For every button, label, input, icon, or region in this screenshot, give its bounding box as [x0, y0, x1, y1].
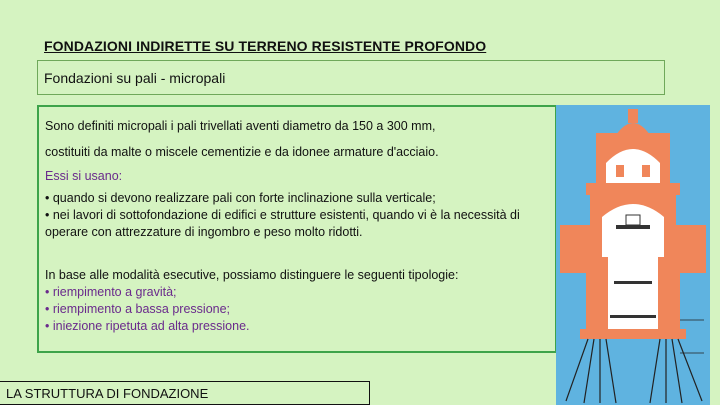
definition-line-2: costituiti da malte o miscele cementizie e da idonee armature d'acciaio. — [45, 145, 439, 159]
uses-heading: Essi si usano: — [45, 169, 123, 183]
type-item-3: • iniezione ripetuta ad alta pressione. — [45, 319, 250, 333]
subtitle-text: Fondazioni su pali - micropali — [44, 70, 226, 86]
middle-structure — [586, 183, 680, 195]
left-pier — [586, 257, 608, 329]
use-item-2: • nei lavori di sottofondazione di edifici e strutture esistenti, quando vi è la necessità di operare con attrezzature di ingombro e peso molto ridotti. — [45, 208, 520, 239]
micropile-underpinning-illustration — [556, 105, 710, 405]
slide-title: FONDAZIONI INDIRETTE SU TERRENO RESISTENTE PROFONDO — [44, 38, 487, 54]
footer-label — [0, 381, 370, 405]
footing — [580, 329, 686, 339]
content-box — [37, 105, 557, 353]
type-item-2: • riempimento a bassa pressione; — [45, 302, 231, 316]
right-pier — [658, 257, 680, 329]
footer-text: LA STRUTTURA DI FONDAZIONE — [6, 386, 209, 401]
type-item-1: • riempimento a gravità; — [45, 285, 177, 299]
use-item-1: • quando si devono realizzare pali con forte inclinazione sulla verticale; — [45, 191, 436, 205]
lantern — [628, 109, 638, 123]
types-intro: In base alle modalità esecutive, possiamo distinguere le seguenti tipologie: — [45, 268, 459, 282]
subtitle-box — [37, 60, 665, 95]
definition-line-1: Sono definiti micropali i pali trivellati aventi diametro da 150 a 300 mm, — [45, 119, 436, 133]
